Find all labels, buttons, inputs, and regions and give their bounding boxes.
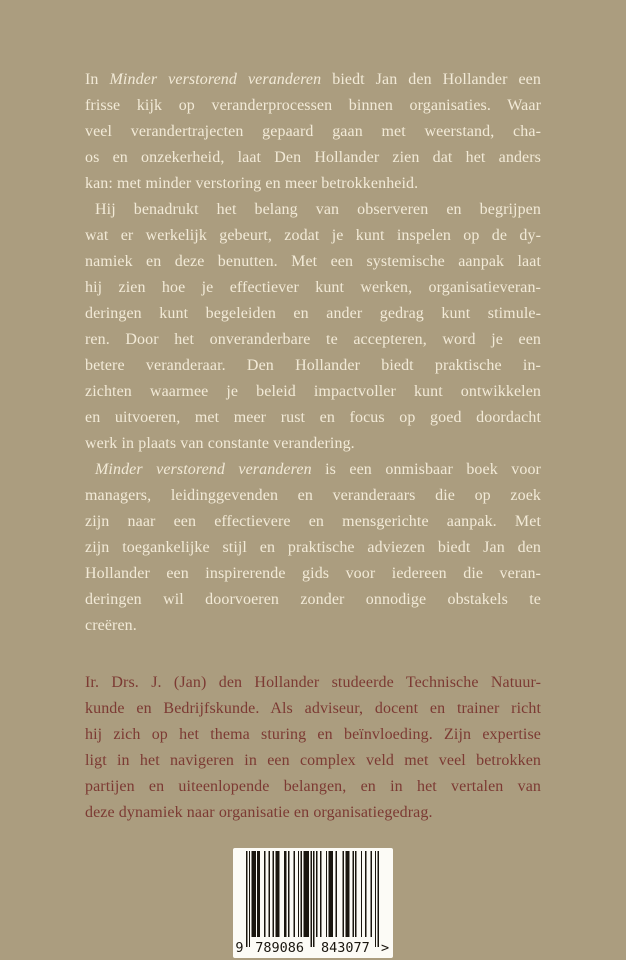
text-line: namiek en deze benutten. Met een systemische aanpak laat	[85, 253, 541, 270]
text-line: zichten waarmee je beleid impactvoller kunt ontwikkelen	[85, 383, 541, 400]
text-line: managers, leidinggevenden en veranderaars die op zoek	[85, 487, 541, 504]
text-line: Hollander een inspirerende gids voor iedereen die veran-	[85, 565, 541, 582]
text-line: frisse kijk op veranderprocessen binnen organisaties. Waar	[85, 97, 541, 114]
text-line: kunde en Bedrijfskunde. Als adviseur, docent en trainer richt	[85, 700, 541, 717]
barcode	[233, 848, 393, 958]
text-line: zijn toegankelijke stijl en praktische adviezen biedt Jan den	[85, 539, 541, 556]
text-line: deringen wil doorvoeren zonder onnodige obstakels te	[85, 591, 541, 608]
text-line: deringen kunt begeleiden en ander gedrag kunt stimule-	[85, 305, 541, 322]
blurb-text	[85, 67, 541, 639]
text-line: hij zien hoe je effectiever kunt werken, organisatieveran-	[85, 279, 541, 296]
text-line: wat er werkelijk gebeurt, zodat je kunt inspelen op de dy-	[85, 227, 541, 244]
book-title-italic: Minder verstorend veranderen	[109, 71, 322, 88]
text-line: Hij benadrukt het belang van observeren en begrijpen	[95, 201, 541, 218]
text-line: deze dynamiek naar organisatie en organisatiegedrag.	[85, 804, 433, 821]
isbn-digits: >	[381, 940, 390, 955]
text-line: Ir. Drs. J. (Jan) den Hollander studeerde Technische Natuur-	[85, 674, 541, 691]
text-line: kan: met minder verstoring en meer betrokkenheid.	[85, 175, 419, 192]
text-line: Minder verstorend veranderen is een onmisbaar boek voor	[95, 461, 541, 478]
text-line: veel verandertrajecten gepaard gaan met weerstand, cha-	[85, 123, 541, 140]
isbn-digits: 9	[235, 940, 244, 955]
isbn-digits: 843077	[321, 940, 370, 955]
text-line: betere veranderaar. Den Hollander biedt praktische in-	[85, 357, 541, 374]
text-line: zijn naar een effectievere en mensgerichte aanpak. Met	[85, 513, 541, 530]
text-line: In Minder verstorend veranderen biedt Jan den Hollander een	[85, 71, 541, 88]
text-line: partijen en uiteenlopende belangen, en in het vertalen van	[85, 778, 541, 795]
isbn-digits: 789086	[255, 940, 304, 955]
text-line: creëren.	[85, 617, 137, 634]
book-title-italic: Minder verstorend veranderen	[95, 461, 312, 478]
text-line: en uitvoeren, met meer rust en focus op goed doordacht	[85, 409, 541, 426]
text-line: hij zich op het thema sturing en beïnvloeding. Zijn expertise	[85, 726, 541, 743]
text-line: werk in plaats van constante verandering.	[85, 435, 355, 452]
text-line: ren. Door het onveranderbare te accepteren, word je een	[85, 331, 541, 348]
author-bio-text	[85, 670, 541, 826]
text-line: ligt in het navigeren in een complex veld met veel betrokken	[85, 752, 541, 769]
text-line: os en onzekerheid, laat Den Hollander zien dat het anders	[85, 149, 541, 166]
barcode-bars	[235, 851, 391, 955]
